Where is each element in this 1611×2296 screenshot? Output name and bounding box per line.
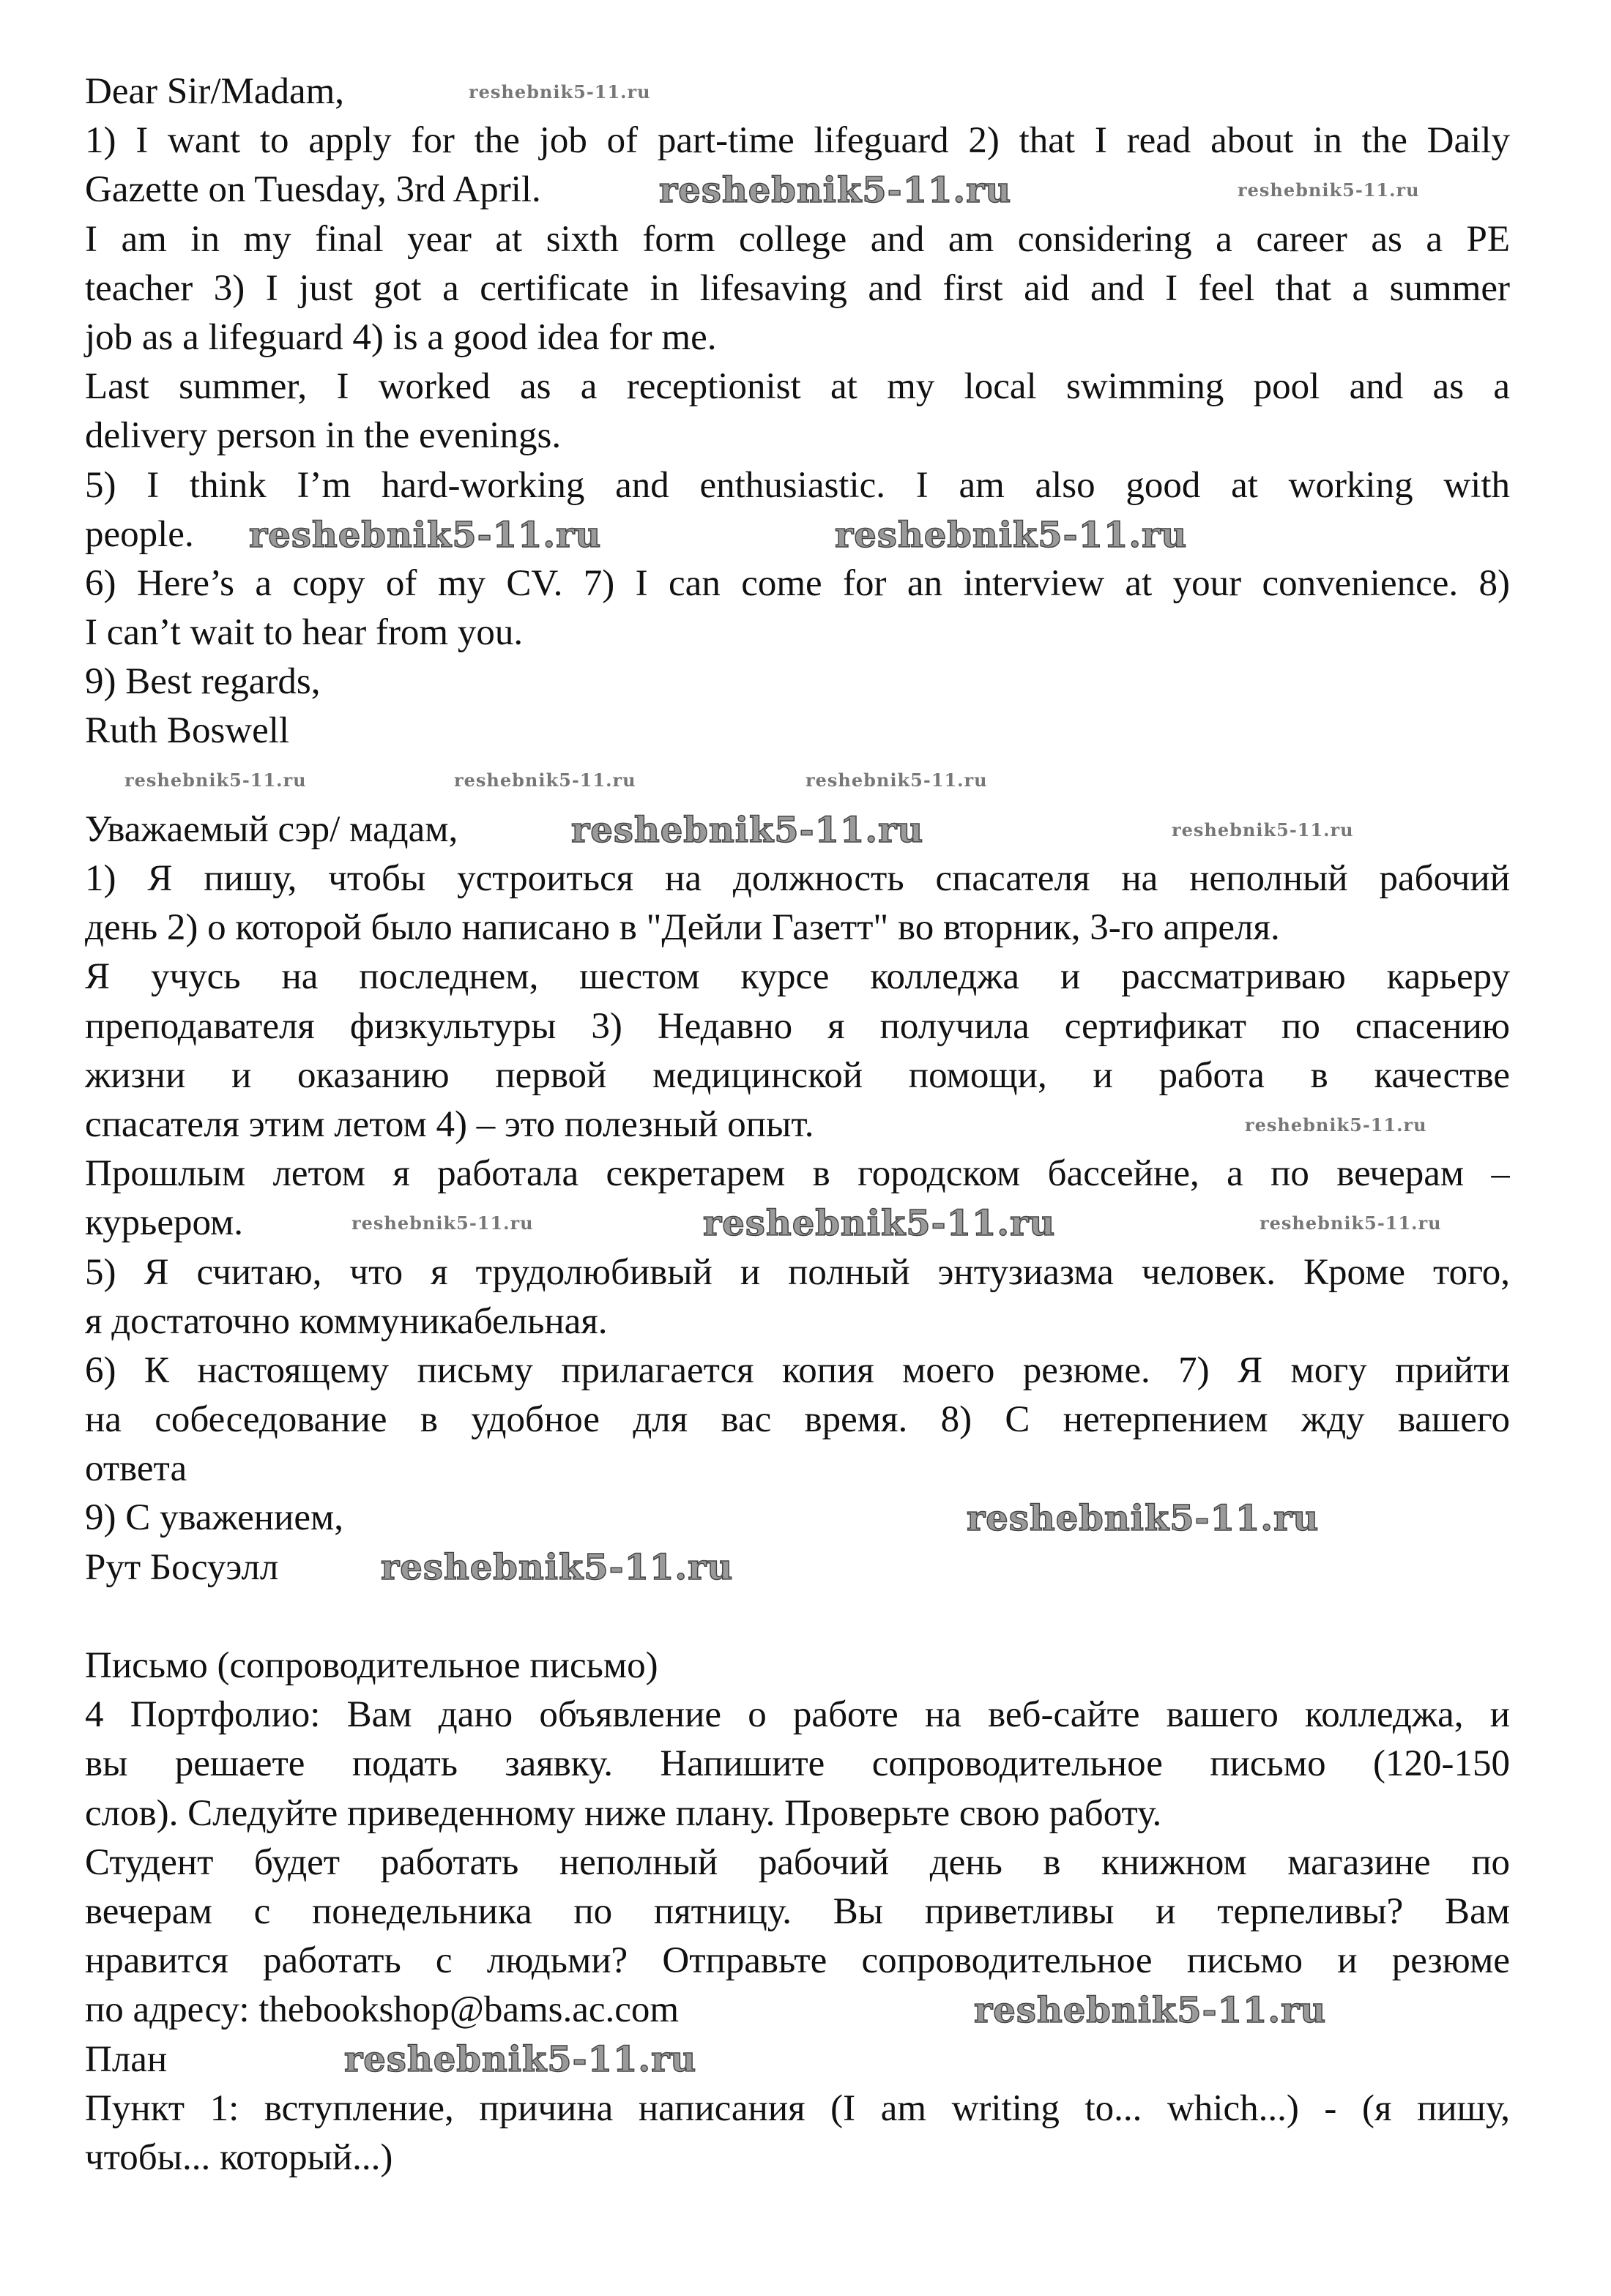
text-line: Dear Sir/Madam, — [85, 71, 345, 112]
text-line: Студент будет работать неполный рабочий день в книжном магазине по — [85, 1841, 1510, 1883]
watermark: reshebnik5-11.ru — [249, 515, 602, 556]
watermark: reshebnik5-11.ru — [1260, 1212, 1442, 1234]
text-line: преподавателя физкультуры 3) Недавно я получила сертификат по спасению — [85, 1005, 1510, 1047]
text-line: 5) Я считаю, что я трудолюбивый и полный энтузиазма человек. Кроме того, — [85, 1251, 1510, 1293]
text-line: 1) Я пишу, чтобы устроиться на должность спасателя на неполный рабочий — [85, 858, 1510, 899]
text-line: Ruth Boswell — [85, 710, 290, 752]
text-line: вечерам с понедельника по пятницу. Вы приветливы и терпеливы? Вам — [85, 1890, 1510, 1932]
text-line: 6) К настоящему письму прилагается копия моего резюме. 7) Я могу прийти — [85, 1349, 1510, 1391]
text-line: I am in my final year at sixth form college and am considering a career as a PE — [85, 218, 1510, 260]
text-line: жизни и оказанию первой медицинской помощи, и работа в качестве — [85, 1054, 1510, 1096]
text-line: Пункт 1: вступление, причина написания (I am writing to... which...) - (я пишу, — [85, 2087, 1510, 2129]
text-line: день 2) о которой было написано в "Дейли Газетт" во вторник, 3-го апреля. — [85, 907, 1280, 949]
watermark: reshebnik5-11.ru — [659, 170, 1012, 211]
text-line: по адресу: thebookshop@bams.ac.com — [85, 1989, 680, 2031]
text-line: я достаточно коммуникабельная. — [85, 1300, 608, 1342]
text-line: Last summer, I worked as a receptionist at my local swimming pool and as a — [85, 366, 1510, 408]
text-line: I can’t wait to hear from you. — [85, 612, 524, 654]
text-line: План — [85, 2038, 168, 2080]
text-line: job as a lifeguard 4) is a good idea for me. — [85, 316, 717, 358]
text-line: Gazette on Tuesday, 3rd April. — [85, 169, 541, 211]
watermark: reshebnik5-11.ru — [1238, 179, 1420, 201]
text-line: чтобы... который...) — [85, 2136, 393, 2178]
watermark: reshebnik5-11.ru — [381, 1547, 734, 1588]
text-line: Уважаемый сэр/ мадам, — [85, 808, 458, 850]
watermark: reshebnik5-11.ru — [974, 1990, 1327, 2031]
watermark: reshebnik5-11.ru — [124, 769, 307, 791]
watermark: reshebnik5-11.ru — [806, 769, 988, 791]
text-line: 6) Here’s a copy of my CV. 7) I can come for an interview at your convenience. 8) — [85, 562, 1510, 604]
text-line: people. — [85, 513, 194, 555]
watermark: reshebnik5-11.ru — [835, 515, 1188, 556]
text-line: вы решаете подать заявку. Напишите сопроводительное письмо (120-150 — [85, 1743, 1510, 1785]
text-line: 9) С уважением, — [85, 1497, 343, 1539]
text-line: 4 Портфолио: Вам дано объявление о работе на веб-сайте вашего колледжа, и — [85, 1694, 1510, 1736]
text-line: 5) I think I’m hard-working and enthusiastic. I am also good at working with — [85, 464, 1510, 506]
watermark: reshebnik5-11.ru — [703, 1203, 1056, 1244]
watermark: reshebnik5-11.ru — [469, 81, 651, 102]
watermark: reshebnik5-11.ru — [454, 769, 636, 791]
text-line: нравится работать с людьми? Отправьте сопроводительное письмо и резюме — [85, 1940, 1510, 1982]
text-line: 9) Best regards, — [85, 661, 321, 703]
watermark: reshebnik5-11.ru — [344, 2039, 697, 2080]
text-line: на собеседование в удобное для вас время. 8) С нетерпением жду вашего — [85, 1399, 1510, 1441]
text-line: teacher 3) I just got a certificate in lifesaving and first aid and I feel that a summer — [85, 267, 1510, 309]
text-line: Письмо (сопроводительное письмо) — [85, 1645, 658, 1686]
text-line: Я учусь на последнем, шестом курсе колледжа и рассматриваю карьеру — [85, 956, 1510, 998]
watermark: reshebnik5-11.ru — [351, 1212, 534, 1234]
text-line: delivery person in the evenings. — [85, 415, 562, 457]
text-line: курьером. — [85, 1202, 244, 1244]
text-line: Рут Босуэлл — [85, 1546, 279, 1588]
text-line: 1) I want to apply for the job of part-time lifeguard 2) that I read about in the Daily — [85, 120, 1510, 162]
watermark: reshebnik5-11.ru — [1245, 1114, 1427, 1136]
text-line: слов). Следуйте приведенному ниже плану. Проверьте свою работу. — [85, 1792, 1162, 1834]
text-line: спасателя этим летом 4) – это полезный опыт. — [85, 1103, 814, 1145]
watermark: reshebnik5-11.ru — [1172, 819, 1354, 840]
text-line: Прошлым летом я работала секретарем в городском бассейне, а по вечерам – — [85, 1153, 1510, 1195]
text-line: ответа — [85, 1448, 187, 1490]
watermark: reshebnik5-11.ru — [571, 810, 924, 851]
watermark: reshebnik5-11.ru — [967, 1498, 1320, 1539]
